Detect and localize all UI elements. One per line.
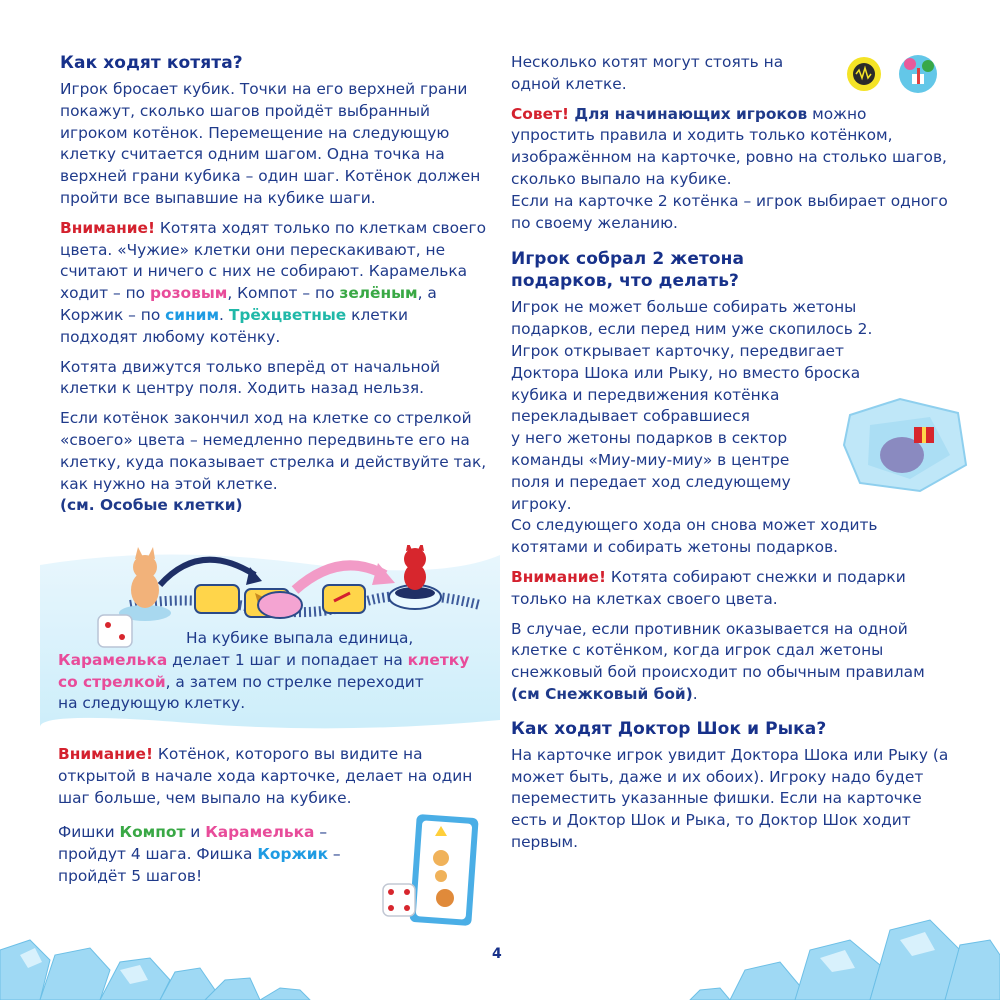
arrow-cell bbox=[323, 585, 365, 613]
paragraph-two-cats: Если на карточке 2 котёнка – игрок выбирает одного по своему желанию. bbox=[511, 191, 948, 232]
paragraph-opponent: В случае, если противник оказывается на одной клетке с котёнком, когда игрок сдал жетоны снежковый бой происходит по обычным правилам (см Снежковый бой). bbox=[511, 619, 925, 703]
paragraph-two-tokens: Игрок не может больше собирать жетоны подарков, если перед ним уже скопилось 2. Игрок открывает карточку, передвигает Доктора Шока или Рыку, но вместо броска кубика и передвижения котёнка перекладывает собравшиеся у него жетоны подарков в сектор команды «Миу-миу-миу» в центре поля и передает ход следующему игроку. bbox=[511, 298, 873, 513]
warning-label: Внимание! bbox=[60, 218, 155, 237]
paragraph-doctor-moves: На карточке игрок увидит Доктора Шока или Рыку (а может быть, даже и их обоих). Игроку надо будет переместить указанные фишки. Если на карточке есть и Доктор Шок и Рыка, то Доктор Шок ходит первым. bbox=[511, 745, 949, 851]
paragraph-arrow-cell: Если котёнок закончил ход на клетке со стрелкой «своего» цвета – немедленно передвиньте его на клетку, куда показывает стрелка и действуйте так, как нужно на этой клетке. (см. Особые клетки) bbox=[60, 409, 487, 515]
heading-doctor-moves: Как ходят Доктор Шок и Рыка? bbox=[511, 718, 827, 739]
paragraph-forward-only: Котята движутся только вперёд от начальной клетки к центру поля. Ходить назад нельзя. bbox=[60, 357, 441, 398]
heading-two-tokens: Игрок собрал 2 жетона подарков, что делать? bbox=[511, 249, 745, 292]
left-tokens bbox=[58, 822, 358, 895]
paragraph-color-rule: Внимание! Котята ходят только по клеткам своего цвета. «Чужие» клетки они перескакивают, не считают и ничего с них не собирают. Карамелька ходит – по розовым, Компот – по зелёным, а Коржик – по синим. Трёхцветные клетки подходят любому котёнку. bbox=[60, 218, 487, 346]
paragraph-extra-step: Внимание! Котёнок, которого вы видите на открытой в начале хода карточке, делает на один шаг больше, чем выпало на кубике. bbox=[58, 745, 473, 807]
heading-how-cats-move: Как ходят котята? bbox=[60, 53, 243, 73]
paragraph-collect-rule: Внимание! Котята собирают снежки и подарки только на клетках своего цвета. bbox=[511, 567, 906, 608]
paragraph-dice-roll: Игрок бросает кубик. Точки на его верхней грани покажут, сколько шагов пройдёт выбранный игроком котёнок. Перемещение на следующую клетку считается одним шагом. Одна точка на верхней грани кубика – один шаг. Котёнок должен пройти все выпавшие на кубике шаги. bbox=[60, 80, 481, 207]
left-lower bbox=[58, 744, 478, 817]
snowball-fight-ref: (см Снежковый бой) bbox=[511, 684, 693, 703]
paragraph-same-cell: Несколько котят могут стоять на одной клетке. bbox=[511, 53, 784, 93]
ice-gift-illustration bbox=[840, 395, 970, 495]
paragraph-next-turn: Со следующего хода он снова может ходить котятами и собирать жетоны подарков. bbox=[511, 516, 878, 557]
page-number: 4 bbox=[492, 946, 502, 962]
token-icons bbox=[840, 52, 950, 102]
special-cells-ref: (см. Особые клетки) bbox=[60, 496, 243, 515]
pink-cell bbox=[258, 592, 302, 618]
yellow-cell bbox=[195, 585, 239, 613]
paragraph-token-steps: Фишки Компот и Карамелька – пройдут 4 шага. Фишка Коржик – пройдёт 5 шагов! bbox=[58, 823, 341, 885]
paragraph-tip: Совет! Для начинающих игроков можно упростить правила и ходить только котёнком, изображённом на карточке, ровно на столько шагов, сколько выпало на кубике. bbox=[511, 104, 947, 188]
scene-caption: На кубике выпала единица, Карамелька делает 1 шаг и попадает на клетку со стрелкой, а затем по стрелке переходит на следующую клетку. bbox=[58, 629, 470, 713]
left-column bbox=[60, 52, 490, 525]
